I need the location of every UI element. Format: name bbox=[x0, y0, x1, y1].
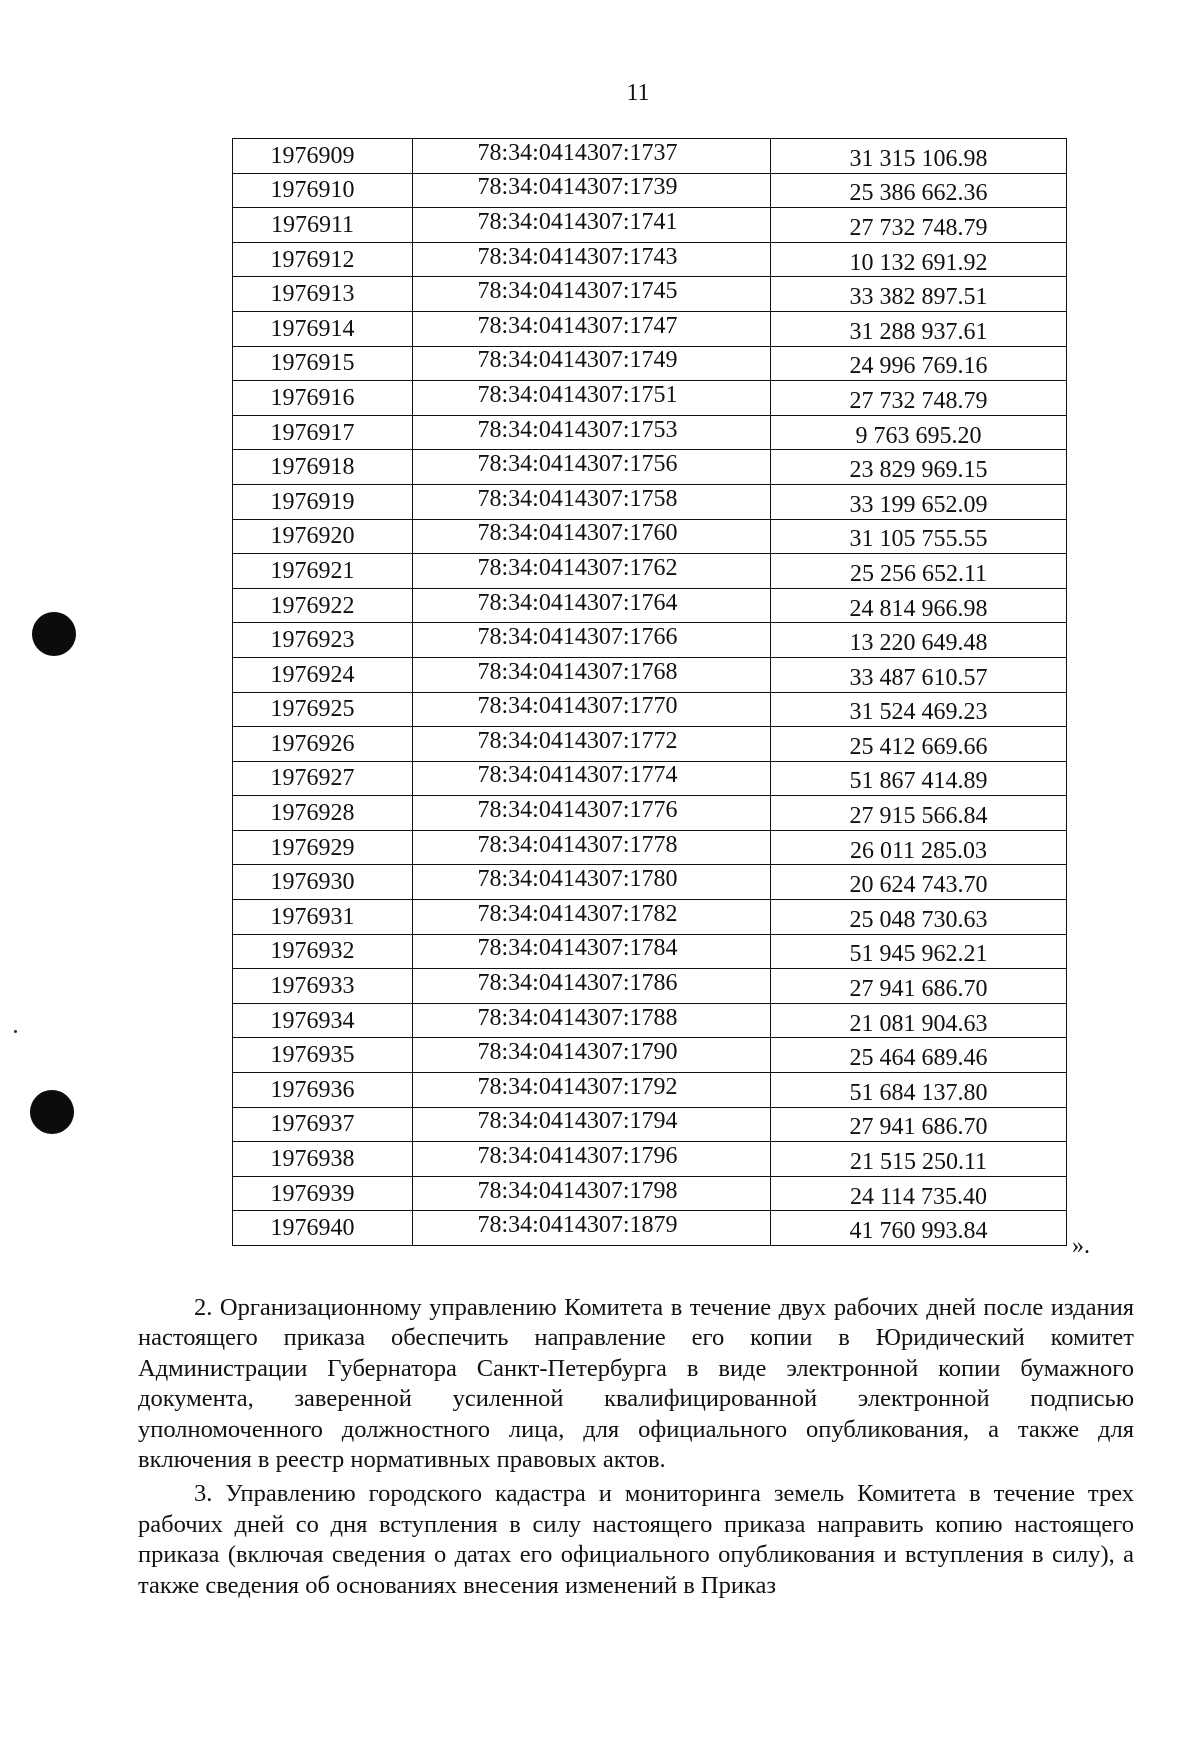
cadastral-number-cell-text: 78:34:0414307:1766 bbox=[477, 624, 678, 651]
row-id-cell bbox=[233, 519, 413, 554]
row-id-cell-text: 1976921 bbox=[270, 557, 355, 584]
cadastral-value-cell-text: 13 220 649.48 bbox=[849, 630, 988, 657]
table-row bbox=[233, 311, 1067, 346]
cadastral-number-cell bbox=[413, 900, 771, 935]
cadastral-number-cell-text: 78:34:0414307:1741 bbox=[477, 208, 678, 235]
table-row bbox=[233, 1211, 1067, 1246]
cadastral-value-cell bbox=[771, 173, 1067, 208]
cadastral-number-cell bbox=[413, 311, 771, 346]
cadastral-number-cell bbox=[413, 242, 771, 277]
cadastral-number-cell bbox=[413, 761, 771, 796]
row-id-cell-text: 1976930 bbox=[270, 869, 355, 896]
row-id-cell bbox=[233, 865, 413, 900]
cadastral-number-cell-text: 78:34:0414307:1796 bbox=[477, 1143, 678, 1170]
cadastral-value-cell-text: 27 941 686.70 bbox=[849, 1114, 988, 1141]
table-row bbox=[233, 415, 1067, 450]
punch-hole-mark bbox=[30, 1090, 74, 1134]
cadastral-number-cell bbox=[413, 1211, 771, 1246]
cadastral-value-cell bbox=[771, 692, 1067, 727]
cadastral-number-cell-text: 78:34:0414307:1794 bbox=[477, 1108, 678, 1135]
cadastral-number-cell-text: 78:34:0414307:1749 bbox=[477, 347, 678, 374]
row-id-cell bbox=[233, 830, 413, 865]
cadastral-value-cell bbox=[771, 415, 1067, 450]
cadastral-number-cell bbox=[413, 830, 771, 865]
row-id-cell bbox=[233, 1038, 413, 1073]
table-row bbox=[233, 900, 1067, 935]
cadastral-number-cell bbox=[413, 969, 771, 1004]
row-id-cell bbox=[233, 727, 413, 762]
row-id-cell bbox=[233, 1107, 413, 1142]
row-id-cell bbox=[233, 311, 413, 346]
row-id-cell bbox=[233, 796, 413, 831]
cadastral-value-cell-text: 31 105 755.55 bbox=[849, 526, 988, 553]
cadastral-number-cell-text: 78:34:0414307:1788 bbox=[477, 1004, 678, 1031]
cadastral-value-cell bbox=[771, 519, 1067, 554]
cadastral-number-cell-text: 78:34:0414307:1879 bbox=[477, 1212, 678, 1239]
table-row bbox=[233, 692, 1067, 727]
cadastral-number-cell-text: 78:34:0414307:1784 bbox=[477, 935, 678, 962]
cadastral-value-cell-text: 21 081 904.63 bbox=[849, 1010, 988, 1037]
cadastral-value-cell bbox=[771, 796, 1067, 831]
cadastral-number-cell-text: 78:34:0414307:1798 bbox=[477, 1177, 678, 1204]
table-row bbox=[233, 1176, 1067, 1211]
table-row bbox=[233, 484, 1067, 519]
body-text bbox=[138, 1293, 1134, 1605]
cadastral-value-table bbox=[232, 138, 1067, 1246]
table-row bbox=[233, 139, 1067, 174]
row-id-cell-text: 1976920 bbox=[270, 523, 355, 550]
cadastral-value-cell bbox=[771, 1211, 1067, 1246]
cadastral-number-cell bbox=[413, 796, 771, 831]
cadastral-value-cell-text: 25 412 669.66 bbox=[849, 733, 988, 760]
row-id-cell bbox=[233, 277, 413, 312]
row-id-cell bbox=[233, 1142, 413, 1177]
cadastral-value-cell-text: 25 256 652.11 bbox=[849, 560, 988, 587]
cadastral-number-cell-text: 78:34:0414307:1760 bbox=[477, 520, 678, 547]
cadastral-value-cell-text: 10 132 691.92 bbox=[849, 249, 988, 276]
cadastral-value-cell-text: 51 945 962.21 bbox=[849, 941, 988, 968]
cadastral-number-cell-text: 78:34:0414307:1776 bbox=[477, 797, 678, 824]
table-row bbox=[233, 381, 1067, 416]
cadastral-number-cell-text: 78:34:0414307:1745 bbox=[477, 278, 678, 305]
table-row bbox=[233, 173, 1067, 208]
cadastral-number-cell bbox=[413, 623, 771, 658]
row-id-cell-text: 1976932 bbox=[270, 938, 355, 965]
cadastral-number-cell bbox=[413, 208, 771, 243]
cadastral-value-cell bbox=[771, 1003, 1067, 1038]
cadastral-value-cell-text: 51 684 137.80 bbox=[849, 1079, 988, 1106]
table-row bbox=[233, 208, 1067, 243]
cadastral-value-cell bbox=[771, 830, 1067, 865]
table-row bbox=[233, 346, 1067, 381]
table-row bbox=[233, 588, 1067, 623]
cadastral-value-cell bbox=[771, 381, 1067, 416]
cadastral-value-cell-text: 24 996 769.16 bbox=[849, 353, 988, 380]
cadastral-number-cell bbox=[413, 1003, 771, 1038]
cadastral-value-cell bbox=[771, 727, 1067, 762]
cadastral-value-cell bbox=[771, 208, 1067, 243]
row-id-cell-text: 1976925 bbox=[270, 696, 355, 723]
cadastral-number-cell-text: 78:34:0414307:1753 bbox=[477, 416, 678, 443]
cadastral-number-cell bbox=[413, 865, 771, 900]
row-id-cell-text: 1976937 bbox=[270, 1111, 355, 1138]
row-id-cell-text: 1976910 bbox=[270, 177, 355, 204]
scan-speck bbox=[14, 1030, 17, 1033]
row-id-cell bbox=[233, 484, 413, 519]
row-id-cell-text: 1976914 bbox=[270, 315, 355, 342]
cadastral-number-cell bbox=[413, 588, 771, 623]
cadastral-number-cell bbox=[413, 415, 771, 450]
row-id-cell bbox=[233, 1176, 413, 1211]
cadastral-number-cell-text: 78:34:0414307:1747 bbox=[477, 312, 678, 339]
cadastral-number-cell bbox=[413, 554, 771, 589]
table-row bbox=[233, 796, 1067, 831]
cadastral-value-cell bbox=[771, 623, 1067, 658]
table-row bbox=[233, 450, 1067, 485]
table-row bbox=[233, 727, 1067, 762]
cadastral-value-cell-text: 51 867 414.89 bbox=[849, 768, 988, 795]
row-id-cell-text: 1976927 bbox=[270, 765, 355, 792]
row-id-cell bbox=[233, 173, 413, 208]
cadastral-number-cell bbox=[413, 692, 771, 727]
row-id-cell bbox=[233, 969, 413, 1004]
table-row bbox=[233, 657, 1067, 692]
table-row bbox=[233, 1107, 1067, 1142]
cadastral-number-cell bbox=[413, 484, 771, 519]
cadastral-number-cell bbox=[413, 381, 771, 416]
cadastral-number-cell-text: 78:34:0414307:1751 bbox=[477, 381, 678, 408]
row-id-cell bbox=[233, 450, 413, 485]
row-id-cell-text: 1976929 bbox=[270, 834, 355, 861]
row-id-cell bbox=[233, 657, 413, 692]
table-row bbox=[233, 242, 1067, 277]
cadastral-value-cell bbox=[771, 1073, 1067, 1108]
cadastral-value-cell bbox=[771, 900, 1067, 935]
row-id-cell bbox=[233, 415, 413, 450]
cadastral-value-cell-text: 27 732 748.79 bbox=[849, 387, 988, 414]
table-row bbox=[233, 277, 1067, 312]
cadastral-value-cell bbox=[771, 1142, 1067, 1177]
cadastral-value-cell-text: 41 760 993.84 bbox=[849, 1218, 988, 1245]
cadastral-value-cell bbox=[771, 1038, 1067, 1073]
table-row bbox=[233, 934, 1067, 969]
cadastral-number-cell-text: 78:34:0414307:1758 bbox=[477, 485, 678, 512]
table-row bbox=[233, 1073, 1067, 1108]
row-id-cell bbox=[233, 588, 413, 623]
cadastral-number-cell-text: 78:34:0414307:1792 bbox=[477, 1073, 678, 1100]
cadastral-value-cell bbox=[771, 139, 1067, 174]
cadastral-value-cell-text: 31 315 106.98 bbox=[849, 145, 988, 172]
row-id-cell-text: 1976922 bbox=[270, 592, 355, 619]
cadastral-number-cell-text: 78:34:0414307:1772 bbox=[477, 727, 678, 754]
row-id-cell bbox=[233, 1211, 413, 1246]
row-id-cell-text: 1976933 bbox=[270, 973, 355, 1000]
row-id-cell-text: 1976919 bbox=[270, 488, 355, 515]
cadastral-value-cell bbox=[771, 346, 1067, 381]
row-id-cell bbox=[233, 1003, 413, 1038]
table-row bbox=[233, 1038, 1067, 1073]
row-id-cell bbox=[233, 761, 413, 796]
row-id-cell-text: 1976913 bbox=[270, 281, 355, 308]
row-id-cell bbox=[233, 900, 413, 935]
cadastral-value-cell-text: 25 464 689.46 bbox=[849, 1045, 988, 1072]
row-id-cell-text: 1976909 bbox=[270, 142, 355, 169]
table-row bbox=[233, 554, 1067, 589]
row-id-cell bbox=[233, 242, 413, 277]
cadastral-number-cell bbox=[413, 934, 771, 969]
row-id-cell-text: 1976938 bbox=[270, 1146, 355, 1173]
cadastral-value-cell bbox=[771, 450, 1067, 485]
cadastral-value-cell-text: 33 199 652.09 bbox=[849, 491, 988, 518]
cadastral-number-cell bbox=[413, 657, 771, 692]
row-id-cell-text: 1976915 bbox=[270, 350, 355, 377]
cadastral-number-cell-text: 78:34:0414307:1778 bbox=[477, 831, 678, 858]
cadastral-number-cell-text: 78:34:0414307:1770 bbox=[477, 693, 678, 720]
row-id-cell-text: 1976918 bbox=[270, 454, 355, 481]
cadastral-value-cell bbox=[771, 554, 1067, 589]
row-id-cell bbox=[233, 346, 413, 381]
cadastral-value-cell-text: 21 515 250.11 bbox=[849, 1149, 988, 1176]
cadastral-number-cell bbox=[413, 173, 771, 208]
cadastral-value-cell-text: 33 382 897.51 bbox=[849, 284, 988, 311]
cadastral-number-cell bbox=[413, 346, 771, 381]
cadastral-value-cell-text: 27 732 748.79 bbox=[849, 214, 988, 241]
cadastral-number-cell-text: 78:34:0414307:1786 bbox=[477, 970, 678, 997]
cadastral-value-cell bbox=[771, 1176, 1067, 1211]
cadastral-value-cell-text: 27 915 566.84 bbox=[849, 803, 988, 830]
cadastral-value-cell-text: 27 941 686.70 bbox=[849, 976, 988, 1003]
row-id-cell bbox=[233, 1073, 413, 1108]
cadastral-number-cell bbox=[413, 450, 771, 485]
cadastral-value-cell bbox=[771, 484, 1067, 519]
cadastral-value-cell-text: 25 048 730.63 bbox=[849, 906, 988, 933]
page-number: 11 bbox=[626, 80, 650, 106]
closing-quote: ». bbox=[1072, 1233, 1090, 1259]
cadastral-number-cell-text: 78:34:0414307:1774 bbox=[477, 762, 678, 789]
cadastral-value-cell-text: 20 624 743.70 bbox=[849, 872, 988, 899]
paragraph-2: 2. Организационному управлению Комитета в течение двух рабочих дней после издания настоящего приказа обеспечить направление его копии в Юридический комитет Администрации Губернатора Санкт-Петербурга в виде электронной копии бумажного документа, заверенной усиленной квалифицированной электронной подписью уполномоченного должностного лица, для официального опубликования, а также для включения в реестр нормативных правовых актов. bbox=[138, 1294, 1134, 1474]
cadastral-value-cell-text: 33 487 610.57 bbox=[849, 664, 988, 691]
cadastral-number-cell bbox=[413, 1176, 771, 1211]
row-id-cell bbox=[233, 554, 413, 589]
cadastral-value-cell-text: 31 524 469.23 bbox=[849, 699, 988, 726]
row-id-cell-text: 1976926 bbox=[270, 730, 355, 757]
row-id-cell-text: 1976923 bbox=[270, 627, 355, 654]
punch-hole-mark bbox=[32, 612, 76, 656]
cadastral-value-cell bbox=[771, 277, 1067, 312]
cadastral-number-cell-text: 78:34:0414307:1756 bbox=[477, 451, 678, 478]
table-row bbox=[233, 865, 1067, 900]
cadastral-number-cell bbox=[413, 727, 771, 762]
cadastral-value-cell bbox=[771, 865, 1067, 900]
row-id-cell-text: 1976935 bbox=[270, 1042, 355, 1069]
row-id-cell-text: 1976924 bbox=[270, 661, 355, 688]
row-id-cell-text: 1976931 bbox=[270, 903, 355, 930]
cadastral-number-cell bbox=[413, 1073, 771, 1108]
table-row bbox=[233, 969, 1067, 1004]
row-id-cell bbox=[233, 139, 413, 174]
cadastral-number-cell-text: 78:34:0414307:1782 bbox=[477, 900, 678, 927]
paragraph-3: 3. Управлению городского кадастра и мониторинга земель Комитета в течение трех рабочих дней со дня вступления в силу настоящего приказа направить копию настоящего приказа (включая сведения о датах его официального опубликования и вступления в силу), а также сведения об основаниях внесения изменений в Приказ bbox=[138, 1480, 1134, 1599]
table-row bbox=[233, 623, 1067, 658]
row-id-cell bbox=[233, 934, 413, 969]
cadastral-value-cell bbox=[771, 588, 1067, 623]
cadastral-value-cell bbox=[771, 969, 1067, 1004]
cadastral-value-cell-text: 26 011 285.03 bbox=[849, 837, 988, 864]
cadastral-number-cell bbox=[413, 1038, 771, 1073]
row-id-cell bbox=[233, 208, 413, 243]
row-id-cell-text: 1976934 bbox=[270, 1007, 355, 1034]
row-id-cell bbox=[233, 692, 413, 727]
cadastral-number-cell-text: 78:34:0414307:1762 bbox=[477, 554, 678, 581]
table-row bbox=[233, 830, 1067, 865]
cadastral-number-cell bbox=[413, 1107, 771, 1142]
cadastral-number-cell bbox=[413, 519, 771, 554]
cadastral-number-cell-text: 78:34:0414307:1743 bbox=[477, 243, 678, 270]
row-id-cell-text: 1976928 bbox=[270, 800, 355, 827]
cadastral-value-cell bbox=[771, 934, 1067, 969]
row-id-cell-text: 1976912 bbox=[270, 246, 355, 273]
cadastral-value-cell bbox=[771, 761, 1067, 796]
row-id-cell-text: 1976917 bbox=[270, 419, 355, 446]
cadastral-number-cell-text: 78:34:0414307:1780 bbox=[477, 866, 678, 893]
cadastral-number-cell-text: 78:34:0414307:1737 bbox=[477, 139, 678, 166]
cadastral-value-cell-text: 24 814 966.98 bbox=[849, 595, 988, 622]
cadastral-number-cell-text: 78:34:0414307:1764 bbox=[477, 589, 678, 616]
cadastral-number-cell-text: 78:34:0414307:1739 bbox=[477, 174, 678, 201]
cadastral-number-cell bbox=[413, 277, 771, 312]
row-id-cell bbox=[233, 381, 413, 416]
cadastral-value-cell-text: 31 288 937.61 bbox=[849, 318, 988, 345]
table-row bbox=[233, 761, 1067, 796]
cadastral-number-cell bbox=[413, 139, 771, 174]
table-row bbox=[233, 519, 1067, 554]
row-id-cell-text: 1976916 bbox=[270, 384, 355, 411]
row-id-cell-text: 1976939 bbox=[270, 1180, 355, 1207]
row-id-cell-text: 1976936 bbox=[270, 1076, 355, 1103]
table-body bbox=[233, 139, 1067, 1246]
row-id-cell-text: 1976940 bbox=[270, 1215, 355, 1242]
cadastral-value-cell-text: 25 386 662.36 bbox=[849, 180, 988, 207]
cadastral-value-cell bbox=[771, 311, 1067, 346]
table-row bbox=[233, 1003, 1067, 1038]
row-id-cell bbox=[233, 623, 413, 658]
row-id-cell-text: 1976911 bbox=[270, 211, 355, 238]
cadastral-value-cell bbox=[771, 1107, 1067, 1142]
cadastral-value-cell-text: 24 114 735.40 bbox=[849, 1183, 988, 1210]
cadastral-value-cell bbox=[771, 242, 1067, 277]
cadastral-value-cell bbox=[771, 657, 1067, 692]
table-row bbox=[233, 1142, 1067, 1177]
cadastral-value-cell-text: 23 829 969.15 bbox=[849, 457, 988, 484]
cadastral-number-cell bbox=[413, 1142, 771, 1177]
cadastral-value-cell-text: 9 763 695.20 bbox=[855, 422, 982, 449]
cadastral-number-cell-text: 78:34:0414307:1768 bbox=[477, 658, 678, 685]
cadastral-number-cell-text: 78:34:0414307:1790 bbox=[477, 1039, 678, 1066]
